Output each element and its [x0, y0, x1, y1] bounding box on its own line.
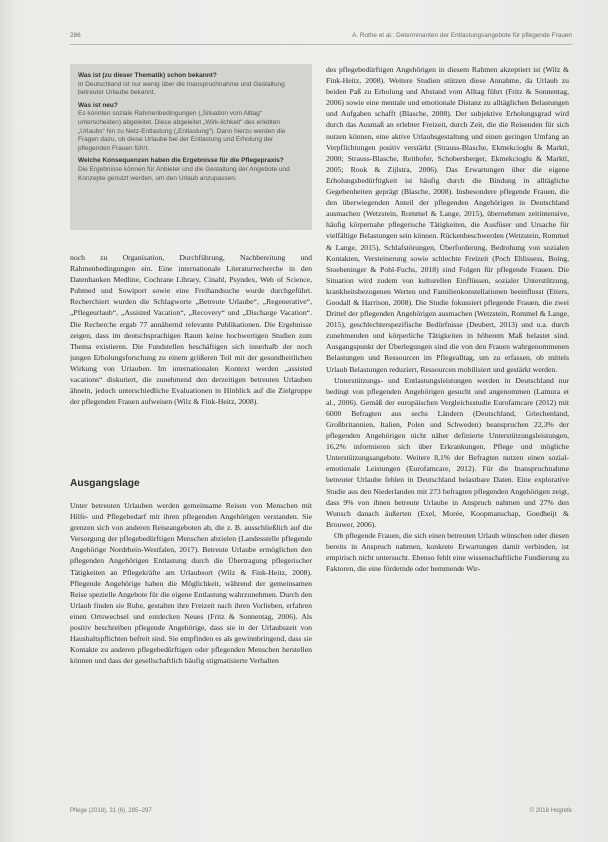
box-answer-3: Die Ergebnisse können für Anbieter und die Gestaltung der Angebote und Konzepte genutzt werden, um den Urlaub anzupassen. — [78, 165, 290, 182]
box-answer-1: In Deutschland ist nur wenig über die Inanspruchnahme und Gestaltung betreuter Urlaube bekannt. — [78, 80, 285, 97]
intro-paragraph: noch zu Organisation, Durchführung, Nachbereitung und Rahmenbedingungen ein. Eine internationale Literaturrecherche in den Datenbanken Medline, Cochrane Library, Cinahl, Psyndex, Web of Science, Pubmed und Sowiport sowie eine Freihandsuche wurde durchgeführt. Recherchiert wurden die Schlagworte „Betreute Urlaube“, „Regenerative“, „Pflegeurlaub“, „Assisted Vacation“, „Recovery“ und „Discharge Vacation“. Die Recherche ergab 77 annähernd relevante Publikationen. Die Ergebnisse zeigen, dass im deutschsprachigen Raum keine hochwertigen Studien zum Thema existieren. Die Fundstellen beschäftigen sich innerhalb der noch jungen Erholungsforschung zu einem größeren Teil mit der gesundheitlichen Wirkung von Urlauben. Im internationalen Kontext werden „assisted vacations“ diskutiert, die zunehmend den derzeitigen betreuten Urlauben ähneln, jedoch unterschiedliche Evaluationen in Hinblick auf die Zielgruppe der pflegenden Frauen aufweisen (Wilz & Fink-Heitz, 2008). — [70, 253, 312, 407]
copyright: © 2018 Hogrefe — [529, 808, 572, 814]
box-question-3: Welche Konsequenzen haben die Ergebnisse für die Pflegepraxis? — [78, 157, 284, 165]
journal-citation: Pflege (2018), 31 (6), 285–297 — [70, 808, 152, 814]
right-paragraph-3: Ob pflegende Frauen, die sich einen betreuten Urlaub wünschen oder diesen bereits in Anspruch nahmen, konkrete Erwartungen damit verbinden, ist empirisch nicht untersucht. Ebenso fehlt eine wissenschaftliche Fundierung zu Faktoren, die eine fördernde oder hemmende Wir- — [326, 530, 569, 574]
box-question-2: Was ist neu? — [78, 101, 118, 109]
section-heading: Ausgangslage — [70, 478, 140, 489]
left-column-upper — [70, 252, 312, 476]
running-head — [70, 30, 572, 45]
running-title: A. Rothe et al.: Determinanten der Entlastungsangebote für pflegende Frauen — [352, 32, 572, 39]
key-questions-box — [70, 64, 312, 230]
left-column-lower — [70, 500, 312, 818]
page-number: 286 — [70, 32, 81, 39]
page-footer — [70, 808, 572, 818]
box-question-1: Was ist (zu dieser Thematik) schon bekannt? — [78, 72, 217, 79]
ausgangslage-paragraph: Unter betreuten Urlauben werden gemeinsame Reisen von Menschen mit Hilfe- und Pflegebedarf mit ihren pflegenden Angehörigen verstanden. Sie grenzen sich von anderen Reiseangeboten ab, die z. B. ausschließlich auf die Versorgung der pflegebedürftigen Menschen abzielen (Landesstelle pflegende Angehörige Nordrhein-Westfalen, 2017). Betreute Urlaube ermöglichen den pflegenden Angehörigen Entlastung durch die Übertragung pflegerischer Tätigkeiten an Pflegekräfte am Urlaubsort (Wilz & Fink-Heitz, 2008). Pflegende Angehörige haben die Möglichkeit, während der gemeinsamen Reise spezielle Angebote für die eigene Entlastung wahrzunehmen. Durch den Urlaub finden sie Ruhe, gestalten ihre Freizeit nach ihren Vorlieben, erfahren einen Ortswechsel und entdecken Neues (Fritz & Sonnentag, 2006). Als positiv beschreiben pflegende Angehörige, dass sie in der Urlaubszeit von Haushaltspflichten befreit sind. Sie empfinden es als gewinnbringend, dass sie Kontakte zu anderen pflegebedürftigen oder pflegenden Menschen herstellen können und dass der gesellschaftlich häufig stigmatisierte Verhalten — [70, 501, 312, 666]
right-paragraph-2: Unterstützungs- und Entlastungsleistungen werden in Deutschland nur bedingt von pflegenden Angehörigen gesucht und angenommen (Lamura et al., 2006). Gemäß der europäischen Vergleichsstudie Eurofamcare (2012) mit 6000 Befragten aus sechs Ländern (Deutschland, Griechenland, Großbritannien, Italien, Polen und Schweden) beanspruchen 22,3% der pflegenden Angehörigen nicht näher definierte Unterstützungsleistungen, 16,2% informieren sich über Erkrankungen, Pflege und mögliche Unterstützungsangebote. Weitere 8,1% der Befragten nutzen einen sozial-emotionale Leistungen (Eurofamcare, 2012). Für die Inanspruchnahme betreuter Urlaube fehlen in Deutschland belastbare Daten. Eine explorative Studie aus den Niederlanden mit 273 befragten pflegenden Angehörigen zeigt, dass 9% von ihnen betreute Urlaube in Anspruch nahmen und 27% den Wunsch danach äußerten (Exel, Morée, Koopmanschap, Goedheijt & Brouwer, 2006). — [326, 375, 569, 529]
box-answer-2: Es konnten soziale Rahmenbedingungen („Situation vom Alltag“ unterscheiden) abgeleitet. Diese abgeleitet „Wirk-lichkeit“ des erlebten „Urlaubs“ hin zu Netz-Entlastung („Entlastung“). Dann hierzu werden die Fragen dazu, ob diese Urlaube bei der Entlastung und Erholung der pflegenden Frauen führt. — [78, 110, 286, 152]
right-paragraph-1: des pflegebedürftigen Angehörigen in diesem Rahmen akzeptiert ist (Wilz & Fink-Heitz, 2008). Weitere Studien stützen diese Annahme, da Urlaub zu beiden Paß zu Erholung und Abstand vom Alltag führt (Fritz & Sonnentag, 2006) sowie eine mentale und emotionale Distanz zu alltäglichen Belastungen und Aufgaben schafft (Blasche, 2008). Der subjektive Erholungsgrad wird durch das Ausmaß an erlebter Freizeit, durch Zeit, die die Reisenden für sich nutzen können, eine aktive Urlaubsgestaltung und einen geringen Umfang an Verpflichtungen positiv verstärkt (Strauss-Blasche, Ekmekcioglu & Marktl, 2000; Strauss-Blasche, Reithofer, Schobersberger, Ekmekcioglu & Marktl, 2005; Rook & Zijlstra, 2006). Das Erwartungen über die eigene Erholungsbedürftigkeit ist häufig durch die Bindung in alltägliche Gegebenheiten geprägt (Blasche, 2008). Insbesondere pflegende Frauen, die den überwiegenden Anteil der pflegenden Angehörigen in Deutschland ausmachen (Wetzstein, Rommel & Lange, 2015), übernehmen zeitintensive, häufig körpernahe pflegerische Tätigkeiten, die Ausfüser und Ursache für vielfältige Belastungen sein können. Rückenbeschwerden (Wetzstein, Rommel & Lange, 2015), Schlafstörungen, Überforderung, Bedrohung von sozialen Kontakten, Versteinerung sowie schlechte Freizeit (Poch Ehlissess, Boing, Stoebeninger & Pohl-Fuchs, 2018) sind Folgen für pflegende Frauen. Die Situation wird zudem von kulturellen Einflüssen, sozialer Unterstützung, krankheitsbezogenen Werten und Familienkonstellationen beeinflusst (Etters, Goodall & Harrison, 2008). Die Studie fokussiert pflegende Frauen, die zwei Drittel der pflegenden Angehörigen ausmachen (Wetzstein, Rommel & Lange, 2015), geschlechterspezifische Bedürfnisse (Deubert, 2013) und u.a. durch zunehmenden und körperliche Tätigkeiten in höherem Maß belastet sind. Ausgangspunkt der Überlegungen sind die von den Frauen wahrgenommenen Belastungen und Ressourcen im Pflegealltag, um zu erfassen, ob mittels Urlaub Belastungen reduziert, Ressourcen mobilisiert und gestärkt werden. — [326, 65, 569, 374]
right-column — [326, 64, 569, 818]
